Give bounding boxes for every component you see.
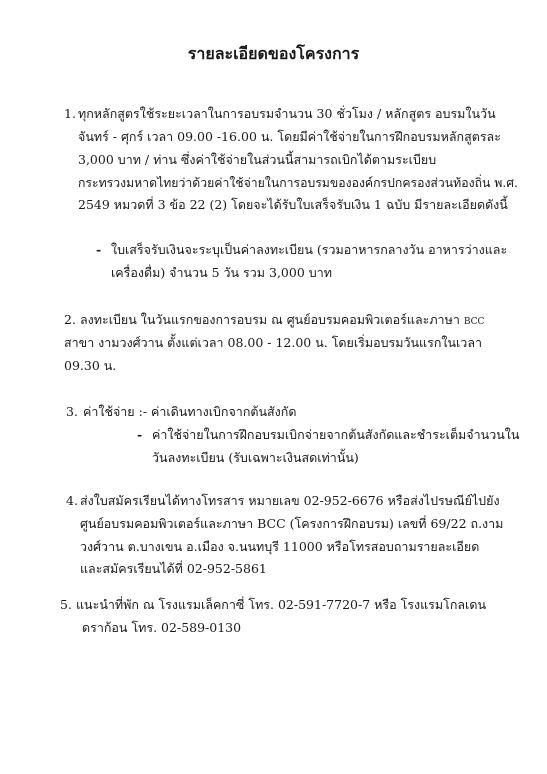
item-3-sub-bullet: - — [137, 427, 143, 442]
item-3-sub-line-1: ค่าใช้จ่ายในการฝึกอบรมเบิกจ่ายจากต้นสังกัดและชำระเต็มจำนวนใน — [152, 427, 520, 442]
item-3-number: 3. — [66, 404, 78, 419]
item-2-line-1-bcc: BCC — [463, 317, 485, 327]
document-title: รายละเอียดของโครงการ — [187, 44, 360, 63]
item-4-line-4: และสมัครเรียนได้ที่ 02-952-5861 — [80, 561, 267, 576]
item-2-line-1 — [80, 312, 484, 330]
item-5-line-2: ดราก้อน โทร. 02-589-0130 — [82, 620, 242, 635]
item-3-line-1: ค่าใช้จ่าย :- ค่าเดินทางเบิกจากต้นสังกัด — [83, 404, 297, 419]
item-1-sub-line-1: ใบเสร็จรับเงินจะระบุเป็นค่าลงทะเบียน (รวมอาหารกลางวัน อาหารว่างและ — [111, 242, 508, 257]
item-2-line-3: 09.30 น. — [64, 358, 117, 373]
item-1-sub-line-2: เครื่องดื่ม) จำนวน 5 วัน รวม 3,000 บาท — [111, 265, 332, 280]
item-5-line-1: แนะนำที่พัก ณ โรงแรมเล็คกาซี่ โทร. 02-591-7720-7 หรือ โรงแรมโกลเดน — [76, 597, 486, 612]
item-1-line-5: 2549 หมวดที่ 3 ข้อ 22 (2) โดยจะได้รับใบเสร็จรับเงิน 1 ฉบับ มีรายละเอียดดังนี้ — [78, 197, 508, 212]
item-1-line-4: กระทรวงมหาดไทยว่าด้วยค่าใช้จ่ายในการอบรมขององค์กรปกครองส่วนท้องถิ่น พ.ศ. — [78, 176, 518, 190]
item-4-line-1: ส่งใบสมัครเรียนได้ทางโทรสาร หมายเลข 02-952-6676 หรือส่งไปรษณีย์ไปยัง — [80, 493, 500, 508]
item-2-number: 2. — [64, 312, 76, 327]
item-2-line-2: สาขา งามวงศ์วาน ตั้งแต่เวลา 08.00 - 12.00 น. โดยเริ่มอบรมวันแรกในเวลา — [64, 335, 483, 350]
item-1-line-3: 3,000 บาท / ท่าน ซึ่งค่าใช้จ่ายในส่วนนี้สามารถเบิกได้ตามระเบียบ — [78, 152, 437, 167]
item-1-sub-bullet: - — [96, 242, 102, 257]
item-4-line-2: ศูนย์อบรมคอมพิวเตอร์และภาษา BCC (โครงการฝึกอบรม) เลขที่ 69/22 ถ.งาม — [80, 516, 504, 531]
item-1-line-2: จันทร์ - ศุกร์ เวลา 09.00 -16.00 น. โดยมีค่าใช้จ่ายในการฝึกอบรมหลักสูตรละ — [78, 129, 501, 144]
item-3-sub-line-2: วันลงทะเบียน (รับเฉพาะเงินสดเท่านั้น) — [152, 450, 359, 465]
item-5-number: 5. — [60, 597, 72, 612]
item-2-line-1-main: ลงทะเบียน ในวันแรกของการอบรม ณ ศูนย์อบรมคอมพิวเตอร์และภาษา — [80, 312, 464, 327]
item-4-line-3: วงศ์วาน ต.บางเขน อ.เมือง จ.นนทบุรี 11000 หรือโทรสอบถามรายละเอียด — [80, 539, 480, 554]
item-1-line-1: ทุกหลักสูตรใช้ระยะเวลาในการอบรมจำนวน 30 ชั่วโมง / หลักสูตร อบรมในวัน — [78, 106, 496, 121]
item-1-number: 1. — [64, 106, 76, 121]
item-4-number: 4. — [66, 493, 78, 508]
